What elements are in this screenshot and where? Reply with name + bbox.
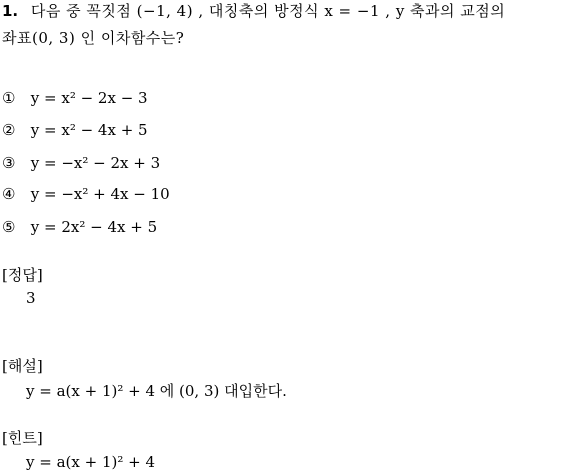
choice-5[interactable] [2, 218, 157, 236]
explanation-label: [해설] [2, 357, 43, 375]
choice-3[interactable] [2, 154, 160, 172]
choice-2-mark: ② [2, 121, 16, 139]
choice-5-mark: ⑤ [2, 218, 16, 236]
choice-3-mark: ③ [2, 154, 16, 172]
question-line-1 [2, 0, 505, 21]
choice-1[interactable] [2, 89, 148, 107]
choice-4[interactable] [2, 185, 170, 203]
choice-5-expr: y = 2x² − 4x + 5 [30, 218, 158, 236]
question-line-2 [2, 27, 184, 48]
explanation-text: y = a(x + 1)² + 4 에 (0, 3) 대입한다. [26, 382, 287, 400]
choice-1-expr: y = x² − 2x − 3 [30, 89, 148, 107]
question-number: 1. [2, 2, 19, 20]
hint-text: y = a(x + 1)² + 4 [26, 453, 155, 471]
answer-value: 3 [26, 289, 36, 307]
choice-1-mark: ① [2, 89, 16, 107]
question-text-line2: 좌표(0, 3) 인 이차함수는? [2, 29, 185, 47]
hint-label: [힌트] [2, 429, 43, 447]
answer-label: [정답] [2, 266, 43, 284]
choice-3-expr: y = −x² − 2x + 3 [30, 154, 161, 172]
question-text-line1: 다음 중 꼭짓점 (−1, 4) , 대칭축의 방정식 x = −1 , y 축과의 교점의 [30, 2, 506, 20]
choice-2[interactable] [2, 121, 148, 139]
choice-4-mark: ④ [2, 185, 16, 203]
choice-4-expr: y = −x² + 4x − 10 [30, 185, 170, 203]
choice-2-expr: y = x² − 4x + 5 [30, 121, 148, 139]
